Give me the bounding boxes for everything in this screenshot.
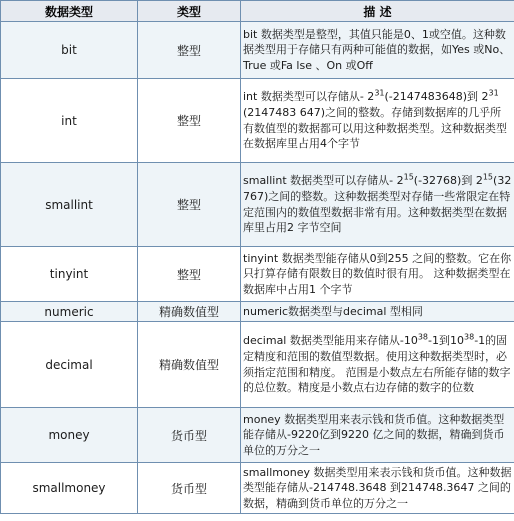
- cell-type-category: 精确数值型: [138, 302, 241, 322]
- table-row: [1, 302, 514, 322]
- cell-type-category: 整型: [138, 22, 241, 79]
- table-row: [1, 322, 514, 408]
- header-type: 类型: [138, 1, 241, 22]
- exponent-superscript: 31: [374, 88, 385, 98]
- cell-description: [241, 463, 514, 514]
- description-text: tinyint 数据类型能存储从0到255 之间的整数。它在你只打算存储有限数目的数值时很有用。 这种数据类型在数据库中占用1 个字节: [243, 251, 512, 296]
- exponent-superscript: 31: [488, 88, 499, 98]
- description-text: (-32768)到 2: [413, 174, 483, 188]
- cell-description: [241, 163, 514, 247]
- cell-type-category: 整型: [138, 79, 241, 163]
- description-text: money 数据类型用来表示钱和货币值。这种数据类型能存储从-9220亿到9220 亿之间的数据，精确到货币单位的万分之一: [243, 412, 505, 457]
- exponent-superscript: 15: [403, 172, 414, 182]
- description-text: (32767)之间的整数。这种数据类型对存储一些常限定在特定范围内的数值型数据非常有用。这种数据类型在数据库里占用2 字节空间: [243, 174, 512, 235]
- cell-data-type-name: tinyint: [1, 247, 138, 302]
- cell-description: [241, 247, 514, 302]
- table-header-row: [1, 1, 514, 22]
- cell-data-type-name: int: [1, 79, 138, 163]
- cell-description: [241, 408, 514, 463]
- table-row: [1, 463, 514, 514]
- cell-type-category: 精确数值型: [138, 322, 241, 408]
- description-text: int 数据类型可以存储从- 2: [243, 90, 375, 104]
- cell-type-category: 货币型: [138, 408, 241, 463]
- description-text: bit 数据类型是整型，其值只能是0、1或空值。这种数据类型用于存储只有两种可能值的数据，如Yes 或No、True 或Fa lse 、On 或Off: [243, 27, 511, 72]
- table-row: [1, 79, 514, 163]
- cell-data-type-name: numeric: [1, 302, 138, 322]
- description-text: -1的固定精度和范围的数值型数据。使用这种数据类型时，必须指定范围和精度。 范围是小数点左右所能存储的数字的总位数。精度是小数点右边存储的数字的位数: [243, 334, 511, 395]
- cell-description: [241, 302, 514, 322]
- table-row: [1, 22, 514, 79]
- cell-data-type-name: smallint: [1, 163, 138, 247]
- description-text: decimal 数据类型能用来存储从-10: [243, 334, 418, 348]
- cell-description: [241, 322, 514, 408]
- exponent-superscript: 15: [482, 172, 494, 182]
- exponent-superscript: 38: [417, 332, 429, 342]
- cell-type-category: 货币型: [138, 463, 241, 514]
- table-row: [1, 408, 514, 463]
- description-text: -1到10: [428, 334, 464, 348]
- cell-data-type-name: decimal: [1, 322, 138, 408]
- cell-data-type-name: smallmoney: [1, 463, 138, 514]
- table-row: [1, 163, 514, 247]
- cell-description: [241, 79, 514, 163]
- cell-data-type-name: bit: [1, 22, 138, 79]
- cell-data-type-name: money: [1, 408, 138, 463]
- cell-type-category: 整型: [138, 163, 241, 247]
- header-description: 描 述: [241, 1, 514, 22]
- table-body: [1, 22, 514, 514]
- exponent-superscript: 38: [464, 332, 475, 342]
- header-data-type: 数据类型: [1, 1, 138, 22]
- cell-type-category: 整型: [138, 247, 241, 302]
- description-text: (2147483 647)之间的整数。存储到数据库的几乎所有数值型的数据都可以用这种数据类型。这种数据类型在数据库里占用4个字节: [243, 105, 507, 151]
- cell-description: [241, 22, 514, 79]
- description-text: smallmoney 数据类型用来表示钱和货币值。这种数据类型能存储从-214748.3648 到214748.3647 之间的数据，精确到货币单位的万分之一: [243, 465, 512, 510]
- description-text: (-2147483648)到 2: [384, 90, 489, 104]
- description-text: smallint 数据类型可以存储从- 2: [243, 174, 404, 188]
- description-text: numeric数据类型与decimal 型相同: [243, 304, 423, 318]
- table-row: [1, 247, 514, 302]
